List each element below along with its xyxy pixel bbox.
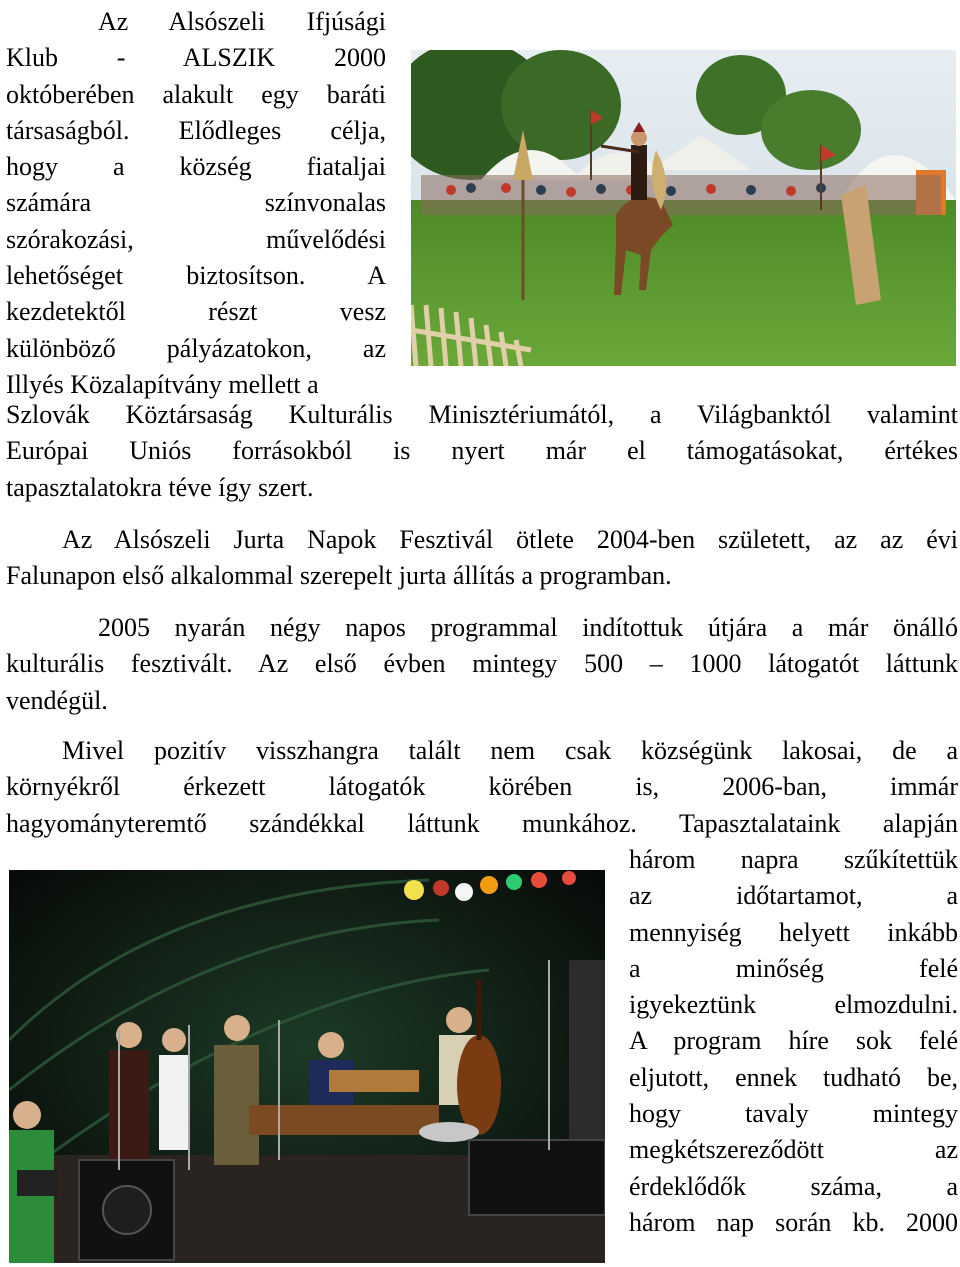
text-line: hagyományteremtő szándékkal láttunk munkához. Tapasztalataink alapján [6, 808, 958, 838]
text-line: 2005 nyarán négy napos programmal indítottuk útjára a már önálló [98, 613, 958, 642]
festival-horseback-photo [411, 50, 956, 366]
text-line: környékről érkezett látogatók körében is, 2006-ban, immár [6, 772, 958, 802]
text-line: számára színvonalas [6, 188, 386, 218]
paragraph-2006 [6, 733, 958, 842]
text-line: Európai Uniós forrásokból is nyert már el támogatásokat, értékes [6, 436, 958, 466]
text-line: társaságból. Elődleges célja, [6, 115, 386, 145]
text-line: Az Alsószeli Ifjúsági [98, 7, 386, 36]
text-line: igyekeztünk elmozdulni. [629, 990, 958, 1020]
paragraph-intro-continued [6, 397, 958, 506]
text-line: Illyés Közalapítvány mellett a [6, 369, 319, 399]
text-line: A program híre sok felé [629, 1026, 958, 1056]
text-line: érdeklődők száma, a [629, 1171, 958, 1201]
text-line: három nap során kb. 2000 [629, 1207, 958, 1237]
text-line: Szlovák Köztársaság Kulturális Minisztériumától, a Világbanktól valamint [6, 400, 958, 429]
text-line: Mivel pozitív visszhangra talált nem csak községünk lakosai, de a [62, 736, 958, 765]
text-line: megkétszereződött az [629, 1135, 958, 1165]
text-line: szórakozási, művelődési [6, 224, 386, 254]
text-line: lehetőséget biztosítson. A [6, 261, 386, 291]
text-line: a minőség felé [629, 953, 958, 983]
stage-concert-photo [9, 870, 605, 1263]
text-line: három napra szűkítettük [629, 845, 958, 874]
paragraph-intro [6, 4, 386, 403]
text-line: tapasztalatokra téve így szert. [6, 472, 314, 502]
paragraph-2005 [6, 610, 958, 719]
text-line: Az Alsószeli Jurta Napok Fesztivál ötlete 2004-ben született, az az évi [62, 525, 958, 554]
paragraph-festival-idea [6, 522, 958, 595]
text-line: eljutott, ennek tudható be, [629, 1062, 958, 1092]
text-line: különböző pályázatokon, az [6, 333, 386, 363]
text-line: vendégül. [6, 685, 108, 715]
text-line: Klub - ALSZIK 2000 [6, 43, 386, 73]
text-line: Falunapon első alkalommal szerepelt jurta állítás a programban. [6, 561, 672, 591]
text-line: az időtartamot, a [629, 881, 958, 911]
text-line: hogy a község fiataljai [6, 152, 386, 182]
text-line: kezdetektől részt vesz [6, 297, 386, 327]
paragraph-2006-side [629, 842, 958, 1241]
text-line: hogy tavaly mintegy [629, 1099, 958, 1129]
text-line: mennyiség helyett inkább [629, 917, 958, 947]
text-line: kulturális fesztivált. Az első évben mintegy 500 – 1000 látogatót láttunk [6, 649, 958, 679]
text-line: októberében alakult egy baráti [6, 79, 386, 109]
